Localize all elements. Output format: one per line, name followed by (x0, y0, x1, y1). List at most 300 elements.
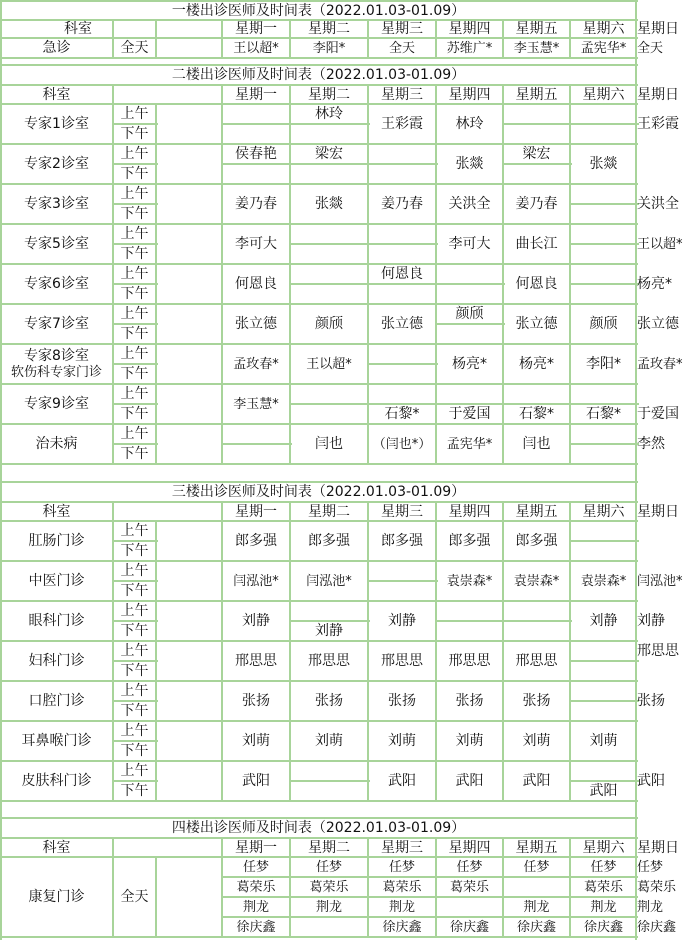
dept-name: 专家9诊室 (24, 396, 89, 412)
doctor-cell-pm: 石黎* (384, 406, 420, 422)
doctor-cell: 闫泓池* (233, 573, 279, 589)
doctor-cell: 武阳 (242, 773, 270, 789)
slot-am: 上午 (120, 563, 149, 579)
grid-line (155, 561, 157, 602)
header-day: 星期四 (448, 839, 491, 856)
doctor-cell: 武阳 (388, 773, 416, 789)
doctor-cell: 任梦 (315, 859, 342, 875)
grid-line (112, 304, 114, 345)
header-day: 星期一 (235, 21, 277, 37)
header-day: 星期六 (582, 503, 625, 520)
grid-line (113, 580, 158, 582)
doctor-cell: 关洪全 (448, 196, 491, 212)
grid-line (112, 85, 114, 105)
grid-line (368, 363, 438, 365)
doctor-cell: 任梦 (523, 859, 550, 875)
header-day: 星期一 (235, 839, 277, 856)
dept-name-sub: 软伤科专家门诊 (10, 364, 102, 380)
doctor-cell: 闫泓池* (306, 573, 352, 589)
doctor-cell-am: 梁宏 (315, 146, 343, 162)
grid-line (155, 761, 157, 802)
grid-line (112, 144, 114, 185)
doctor-cell: 郎多强 (235, 533, 277, 549)
dept-name: 皮肤科门诊 (21, 773, 92, 789)
doctor-cell: 张扬 (242, 693, 270, 709)
grid-line (222, 443, 292, 445)
slot-pm: 下午 (120, 783, 149, 799)
grid-line (155, 344, 157, 385)
grid-line (113, 700, 158, 702)
header-day: 星期二 (308, 503, 350, 520)
doctor-cell: 张扬 (388, 693, 416, 709)
doctor-cell: 何恩良 (235, 276, 277, 292)
dept-name: 急诊 (42, 40, 71, 56)
grid-line (112, 681, 114, 722)
doctor-cell: 杨亮* (452, 356, 487, 372)
slot-pm: 下午 (120, 366, 149, 382)
doctor-cell: 徐庆鑫 (637, 919, 677, 935)
doctor-cell: 武阳 (637, 773, 665, 789)
doctor-cell: 杨亮* (637, 276, 672, 292)
grid-line (570, 443, 639, 445)
doctor-cell: 邢思思 (515, 653, 558, 669)
header-day: 星期四 (448, 86, 491, 103)
doctor-cell: 张立德 (235, 316, 277, 332)
grid-line (113, 323, 158, 325)
doctor-cell-pm: 于爱国 (448, 406, 491, 422)
grid-line (368, 163, 438, 165)
grid-line (112, 561, 114, 602)
grid-line (222, 123, 292, 125)
dept-name: 专家8诊室 (24, 348, 89, 364)
dept-name: 专家2诊室 (24, 156, 89, 172)
doctor-cell: 苏维广* (446, 40, 493, 56)
grid-line (113, 540, 158, 542)
doctor-cell: 刘萌 (522, 733, 551, 749)
doctor-cell: 袁崇森* (446, 573, 493, 589)
grid-line (290, 403, 370, 405)
doctor-cell: 姜乃春 (515, 196, 558, 212)
doctor-cell: 李可大 (235, 236, 277, 252)
slot-am: 上午 (120, 723, 149, 739)
doctor-cell: 王以超* (637, 236, 683, 252)
slot-allday: 全天 (120, 40, 149, 56)
grid-line (155, 857, 157, 938)
doctor-cell-am: 梁宏 (522, 146, 551, 162)
grid-line (155, 521, 157, 562)
doctor-cell: 闫也 (522, 436, 551, 452)
doctor-cell-pm: 武阳 (589, 783, 618, 799)
slot-pm: 下午 (120, 326, 149, 342)
slot-am: 上午 (120, 603, 149, 619)
grid-line (570, 283, 639, 285)
header-day: 星期二 (308, 21, 350, 37)
doctor-cell: 武阳 (455, 773, 484, 789)
doctor-cell-am: 何恩良 (381, 266, 423, 282)
floor2-title: 二楼出诊医师及时间表（2022.01.03-01.09） (171, 67, 466, 83)
slot-am: 上午 (120, 306, 149, 322)
slot-pm: 下午 (120, 246, 149, 262)
dept-name: 康复门诊 (28, 889, 85, 905)
grid-line (113, 740, 158, 742)
doctor-cell-pm: 于爱国 (637, 406, 679, 422)
dept-name: 肛肠门诊 (28, 533, 85, 549)
header-day: 星期五 (515, 86, 558, 103)
header-day: 星期日 (637, 839, 679, 856)
doctor-cell: 徐庆鑫 (236, 919, 276, 935)
floor4-title: 四楼出诊医师及时间表（2022.01.03-01.09） (171, 820, 466, 836)
slot-pm: 下午 (120, 543, 149, 559)
slot-pm: 下午 (120, 663, 149, 679)
doctor-cell: 李然 (637, 436, 665, 452)
doctor-cell: 张扬 (637, 693, 665, 709)
dept-name: 妇科门诊 (28, 653, 85, 669)
grid-line (289, 838, 291, 858)
dept-name: 中医门诊 (28, 573, 85, 589)
doctor-cell: 葛荣乐 (236, 879, 276, 895)
grid-line (112, 521, 114, 562)
slot-pm: 下午 (120, 703, 149, 719)
slot-am: 上午 (120, 763, 149, 779)
header-day: 星期三 (381, 86, 423, 103)
grid-line (112, 761, 114, 802)
slot-am: 上午 (120, 146, 149, 162)
doctor-cell: 葛荣乐 (382, 879, 422, 895)
slot-am: 上午 (120, 386, 149, 402)
doctor-cell: 葛荣乐 (449, 879, 489, 895)
grid-line (570, 660, 639, 662)
header-day: 星期六 (582, 21, 625, 37)
grid-line (502, 20, 504, 59)
dept-name: 专家7诊室 (24, 316, 89, 332)
doctor-cell: 张燚 (455, 156, 484, 172)
header-dept: 科室 (42, 839, 71, 856)
grid-line (112, 502, 114, 522)
doctor-cell: 荆龙 (242, 899, 269, 915)
header-day: 星期三 (381, 21, 423, 37)
doctor-cell: 郎多强 (448, 533, 491, 549)
doctor-cell: 袁崇森* (580, 573, 627, 589)
grid-line (155, 721, 157, 762)
grid-line (221, 838, 223, 858)
slot-pm: 下午 (120, 166, 149, 182)
grid-line (113, 163, 158, 165)
doctor-cell: 张扬 (522, 693, 551, 709)
doctor-cell-am: 林玲 (315, 106, 343, 122)
grid-line (155, 641, 157, 682)
doctor-cell-pm: 石黎* (519, 406, 554, 422)
grid-line (435, 20, 437, 59)
grid-line (569, 838, 571, 858)
grid-line (112, 838, 114, 858)
doctor-cell: 张燚 (315, 196, 343, 212)
slot-pm: 下午 (120, 286, 149, 302)
grid-line (112, 20, 114, 59)
doctor-cell: 刘静 (589, 613, 618, 629)
doctor-cell: 邢思思 (448, 653, 491, 669)
doctor-cell: 刘静 (242, 613, 270, 629)
grid-line (113, 403, 158, 405)
grid-line (503, 123, 572, 125)
grid-line (155, 304, 157, 345)
grid-line (155, 224, 157, 265)
slot-am: 上午 (120, 643, 149, 659)
doctor-cell: 武阳 (522, 773, 551, 789)
doctor-cell-pm: 石黎* (586, 406, 621, 422)
grid-line (155, 601, 157, 642)
doctor-cell: 邢思思 (381, 653, 423, 669)
grid-line (113, 123, 158, 125)
grid-line (436, 283, 505, 285)
header-dept: 科室 (64, 21, 92, 37)
doctor-cell: 颜颀 (589, 316, 618, 332)
grid-line (569, 20, 571, 59)
grid-line (221, 502, 223, 522)
slot-pm: 下午 (120, 206, 149, 222)
doctor-cell: 王彩霞 (381, 116, 423, 132)
doctor-cell: 李阳* (312, 40, 346, 56)
doctor-cell: 王以超* (233, 40, 279, 56)
grid-line (155, 264, 157, 305)
grid-line (367, 85, 369, 105)
grid-line (113, 243, 158, 245)
slot-am: 上午 (120, 226, 149, 242)
doctor-cell: 荆龙 (315, 899, 342, 915)
grid-line (290, 780, 370, 782)
doctor-cell: 任梦 (388, 859, 415, 875)
grid-line (113, 363, 158, 365)
doctor-cell: 王彩霞 (637, 116, 679, 132)
header-day: 星期一 (235, 503, 277, 520)
slot-am: 上午 (120, 266, 149, 282)
doctor-cell: 张扬 (315, 693, 343, 709)
grid-line (569, 502, 571, 522)
doctor-cell: 任梦 (242, 859, 269, 875)
grid-line (368, 243, 438, 245)
grid-line (502, 838, 504, 858)
header-day: 星期六 (582, 839, 625, 856)
grid-line (155, 20, 157, 59)
doctor-cell: 李玉慧* (233, 396, 279, 412)
doctor-cell: 张立德 (637, 316, 679, 332)
doctor-cell: 孟玫春* (233, 356, 279, 372)
doctor-cell: 徐庆鑫 (516, 919, 556, 935)
dept-name: 专家3诊室 (24, 196, 89, 212)
grid-line (221, 85, 223, 105)
grid-line (155, 184, 157, 225)
doctor-cell: 姜乃春 (235, 196, 277, 212)
grid-line (290, 243, 370, 245)
header-day: 星期二 (308, 839, 350, 856)
grid-line (112, 224, 114, 265)
doctor-cell-pm: 刘静 (315, 623, 343, 639)
grid-line (435, 85, 437, 105)
header-day: 星期五 (515, 21, 558, 37)
doctor-cell: 荆龙 (523, 899, 550, 915)
slot-am: 上午 (120, 346, 149, 362)
dept-name: 耳鼻喉门诊 (21, 733, 92, 749)
doctor-cell: 任梦 (590, 859, 617, 875)
dept-name: 口腔门诊 (28, 693, 85, 709)
grid-line (289, 502, 291, 522)
grid-line (113, 620, 158, 622)
header-dept: 科室 (42, 503, 71, 520)
doctor-cell: 林玲 (455, 116, 484, 132)
doctor-cell: 何恩良 (515, 276, 558, 292)
grid-line (569, 85, 571, 105)
doctor-cell: 关洪全 (637, 196, 679, 212)
doctor-cell: 郎多强 (308, 533, 350, 549)
slot-pm: 下午 (120, 623, 149, 639)
doctor-cell: 徐庆鑫 (583, 919, 623, 935)
doctor-cell: 刘萌 (315, 733, 343, 749)
doctor-cell: 闫也 (315, 436, 343, 452)
grid-line (155, 144, 157, 185)
grid-line (112, 344, 114, 385)
grid-line (155, 424, 157, 465)
dept-name: 专家5诊室 (24, 236, 89, 252)
grid-line (112, 601, 114, 642)
doctor-cell: 郎多强 (515, 533, 558, 549)
grid-line (113, 780, 158, 782)
grid-line (112, 641, 114, 682)
doctor-cell: 张立德 (515, 316, 558, 332)
grid-line (155, 384, 157, 425)
grid-line (113, 283, 158, 285)
slot-am: 上午 (120, 683, 149, 699)
dept-name: 眼科门诊 (28, 613, 85, 629)
grid-line (367, 838, 369, 858)
doctor-cell-am: 颜颀 (455, 306, 484, 322)
grid-line (112, 857, 114, 938)
header-day: 星期日 (637, 21, 679, 37)
slot-pm: 下午 (120, 583, 149, 599)
doctor-cell: 任梦 (637, 859, 664, 875)
grid-line (502, 85, 504, 105)
doctor-cell: 徐庆鑫 (382, 919, 422, 935)
doctor-cell: 刘静 (388, 613, 416, 629)
grid-line (570, 700, 639, 702)
grid-line (368, 580, 438, 582)
header-day: 星期五 (515, 839, 558, 856)
doctor-cell: 颜颀 (315, 316, 343, 332)
grid-line (570, 123, 639, 125)
slot-pm: 下午 (120, 126, 149, 142)
grid-line (570, 243, 639, 245)
header-day: 星期日 (637, 86, 679, 103)
doctor-cell: 荆龙 (637, 899, 664, 915)
slot-am: 上午 (120, 186, 149, 202)
header-day: 星期二 (308, 86, 350, 103)
grid-line (113, 660, 158, 662)
doctor-cell: 刘萌 (589, 733, 618, 749)
doctor-cell: 李阳* (586, 356, 621, 372)
doctor-cell: 邢思思 (308, 653, 350, 669)
slot-am: 上午 (120, 523, 149, 539)
grid-line (570, 540, 639, 542)
doctor-cell: 葛荣乐 (309, 879, 349, 895)
doctor-cell: 徐庆鑫 (449, 919, 489, 935)
dept-name: 治未病 (35, 436, 78, 452)
doctor-cell: 葛荣乐 (583, 879, 623, 895)
slot-allday: 全天 (120, 889, 149, 905)
doctor-cell: 邢思思 (235, 653, 277, 669)
grid-line (112, 184, 114, 225)
grid-line (155, 104, 157, 145)
grid-line (289, 20, 291, 59)
doctor-cell: 葛荣乐 (637, 879, 677, 895)
header-dept: 科室 (42, 86, 71, 103)
grid-line (435, 502, 437, 522)
header-day: 星期六 (582, 86, 625, 103)
doctor-cell: 刘静 (637, 613, 665, 629)
grid-line (113, 203, 158, 205)
dept-name: 专家6诊室 (24, 276, 89, 292)
doctor-cell: 王以超* (306, 356, 352, 372)
floor3-title: 三楼出诊医师及时间表（2022.01.03-01.09） (171, 484, 466, 500)
grid-line (112, 384, 114, 425)
slot-am: 上午 (120, 106, 149, 122)
doctor-cell: 袁崇森* (513, 573, 560, 589)
doctor-cell: 李可大 (448, 236, 491, 252)
grid-line (112, 264, 114, 305)
slot-pm: 下午 (120, 446, 149, 462)
grid-line (367, 20, 369, 59)
doctor-cell: 刘萌 (388, 733, 416, 749)
doctor-cell: 荆龙 (388, 899, 415, 915)
grid-line (435, 838, 437, 858)
header-day: 星期三 (381, 839, 423, 856)
header-day: 星期一 (235, 86, 277, 103)
doctor-cell: 闫泓池* (637, 573, 683, 589)
doctor-cell: 孟宪华* (580, 40, 627, 56)
grid-line (221, 20, 223, 59)
doctor-cell: 全天 (388, 40, 415, 56)
grid-line (503, 620, 572, 622)
doctor-cell: 孟玫春* (637, 356, 683, 372)
doctor-cell-am: 侯春艳 (235, 146, 277, 162)
doctor-cell: （闫也*） (372, 436, 432, 452)
grid-line (113, 443, 158, 445)
header-day: 星期三 (381, 503, 423, 520)
doctor-cell: 全天 (637, 40, 664, 56)
doctor-cell: 刘萌 (455, 733, 484, 749)
doctor-cell: 刘萌 (242, 733, 270, 749)
grid-line (367, 502, 369, 522)
doctor-cell: 张扬 (455, 693, 484, 709)
slot-pm: 下午 (120, 743, 149, 759)
doctor-cell: 张立德 (381, 316, 423, 332)
doctor-cell: 姜乃春 (381, 196, 423, 212)
grid-line (502, 502, 504, 522)
doctor-cell: 杨亮* (519, 356, 554, 372)
floor1-title: 一楼出诊医师及时间表（2022.01.03-01.09） (171, 2, 466, 19)
doctor-cell: 郎多强 (381, 533, 423, 549)
grid-line (290, 283, 370, 285)
dept-name: 专家1诊室 (24, 116, 89, 132)
grid-line (112, 424, 114, 465)
grid-line (155, 681, 157, 722)
grid-line (112, 104, 114, 145)
slot-am: 上午 (120, 426, 149, 442)
header-day: 星期四 (448, 21, 491, 37)
grid-line (436, 620, 505, 622)
doctor-cell-am: 邢思思 (637, 643, 679, 659)
grid-line (112, 721, 114, 762)
doctor-cell: 孟宪华* (446, 436, 493, 452)
header-day: 星期五 (515, 503, 558, 520)
header-day: 星期四 (448, 503, 491, 520)
